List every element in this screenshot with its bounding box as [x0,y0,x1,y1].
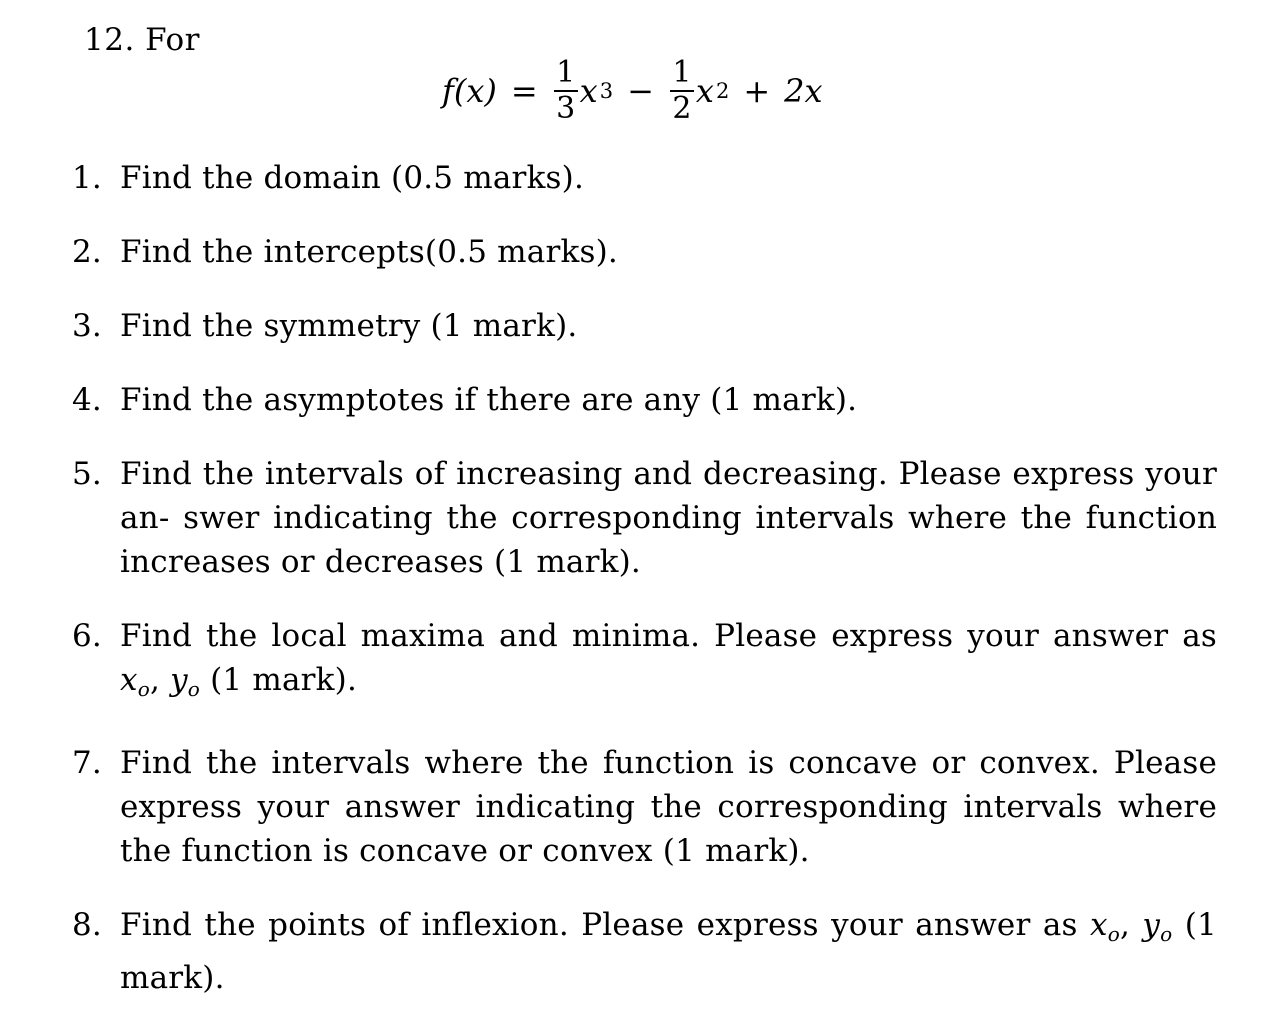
fraction-denominator: 3 [556,91,576,126]
question-item [72,452,1217,584]
question-number: 6. [72,618,102,654]
math-comma: , [149,662,160,698]
problem-intro: For [145,22,200,58]
formula-equals: = [510,72,538,110]
term1-exponent: 3 [599,79,614,103]
question-text: Find the domain (0.5 marks). [120,160,585,196]
question-text: Find the points of inflexion. Please express your answer as [120,907,1078,943]
question-item [72,741,1217,873]
question-number: 8. [72,907,102,943]
question-number: 5. [72,456,102,492]
math-subscript: o [1107,922,1120,946]
question-number: 3. [72,308,102,344]
math-y: y [170,662,188,698]
math-subscript: o [187,677,201,701]
fraction-denominator: 2 [672,91,692,126]
question-text-after: (1 mark). [210,662,357,698]
question-number: 7. [72,745,102,781]
math-comma: , [1119,907,1131,943]
math-subscript: o [1160,922,1173,946]
question-item [72,614,1217,711]
question-item [72,156,1217,200]
formula-minus: − [627,72,654,110]
fraction-one-third [554,55,578,126]
function-formula [442,50,823,132]
term2-variable: x [695,72,714,110]
question-item [72,304,1217,348]
formula-lhs: f(x) [442,72,497,110]
math-y: y [1142,907,1161,943]
fraction-one-half [670,55,694,126]
math-x: x [120,662,138,698]
math-subscript: o [137,677,150,701]
term2-exponent: 2 [715,79,730,103]
question-text: Find the intercepts(0.5 marks). [120,234,618,270]
question-text: Find the intervals where the function is concave or convex. Please express your answer indicating the corresponding intervals where the function is concave or convex (1 mark). [120,745,1217,869]
fraction-numerator: 1 [672,55,692,90]
question-text: Find the intervals of increasing and decreasing. Please express your an- swer indicating the corresponding intervals where the function increases or decreases (1 mark). [120,456,1217,580]
question-item [72,230,1217,274]
problem-heading [84,22,200,58]
question-text: Find the symmetry (1 mark). [120,308,578,344]
question-number: 4. [72,382,102,418]
formula-plus: + [743,72,771,110]
problem-number: 12. [84,22,135,58]
question-text-after: (1 mark). [120,907,1217,996]
question-number: 2. [72,234,102,270]
term3: 2x [784,72,823,110]
term1-variable: x [579,72,598,110]
question-text: Find the asymptotes if there are any (1 mark). [120,382,858,418]
question-item [72,903,1217,1000]
question-list [72,156,1217,1000]
fraction-numerator: 1 [556,55,576,90]
math-x: x [1090,907,1108,943]
question-text: Find the local maxima and minima. Please express your answer as [120,618,1217,654]
question-number: 1. [72,160,102,196]
question-item [72,378,1217,422]
